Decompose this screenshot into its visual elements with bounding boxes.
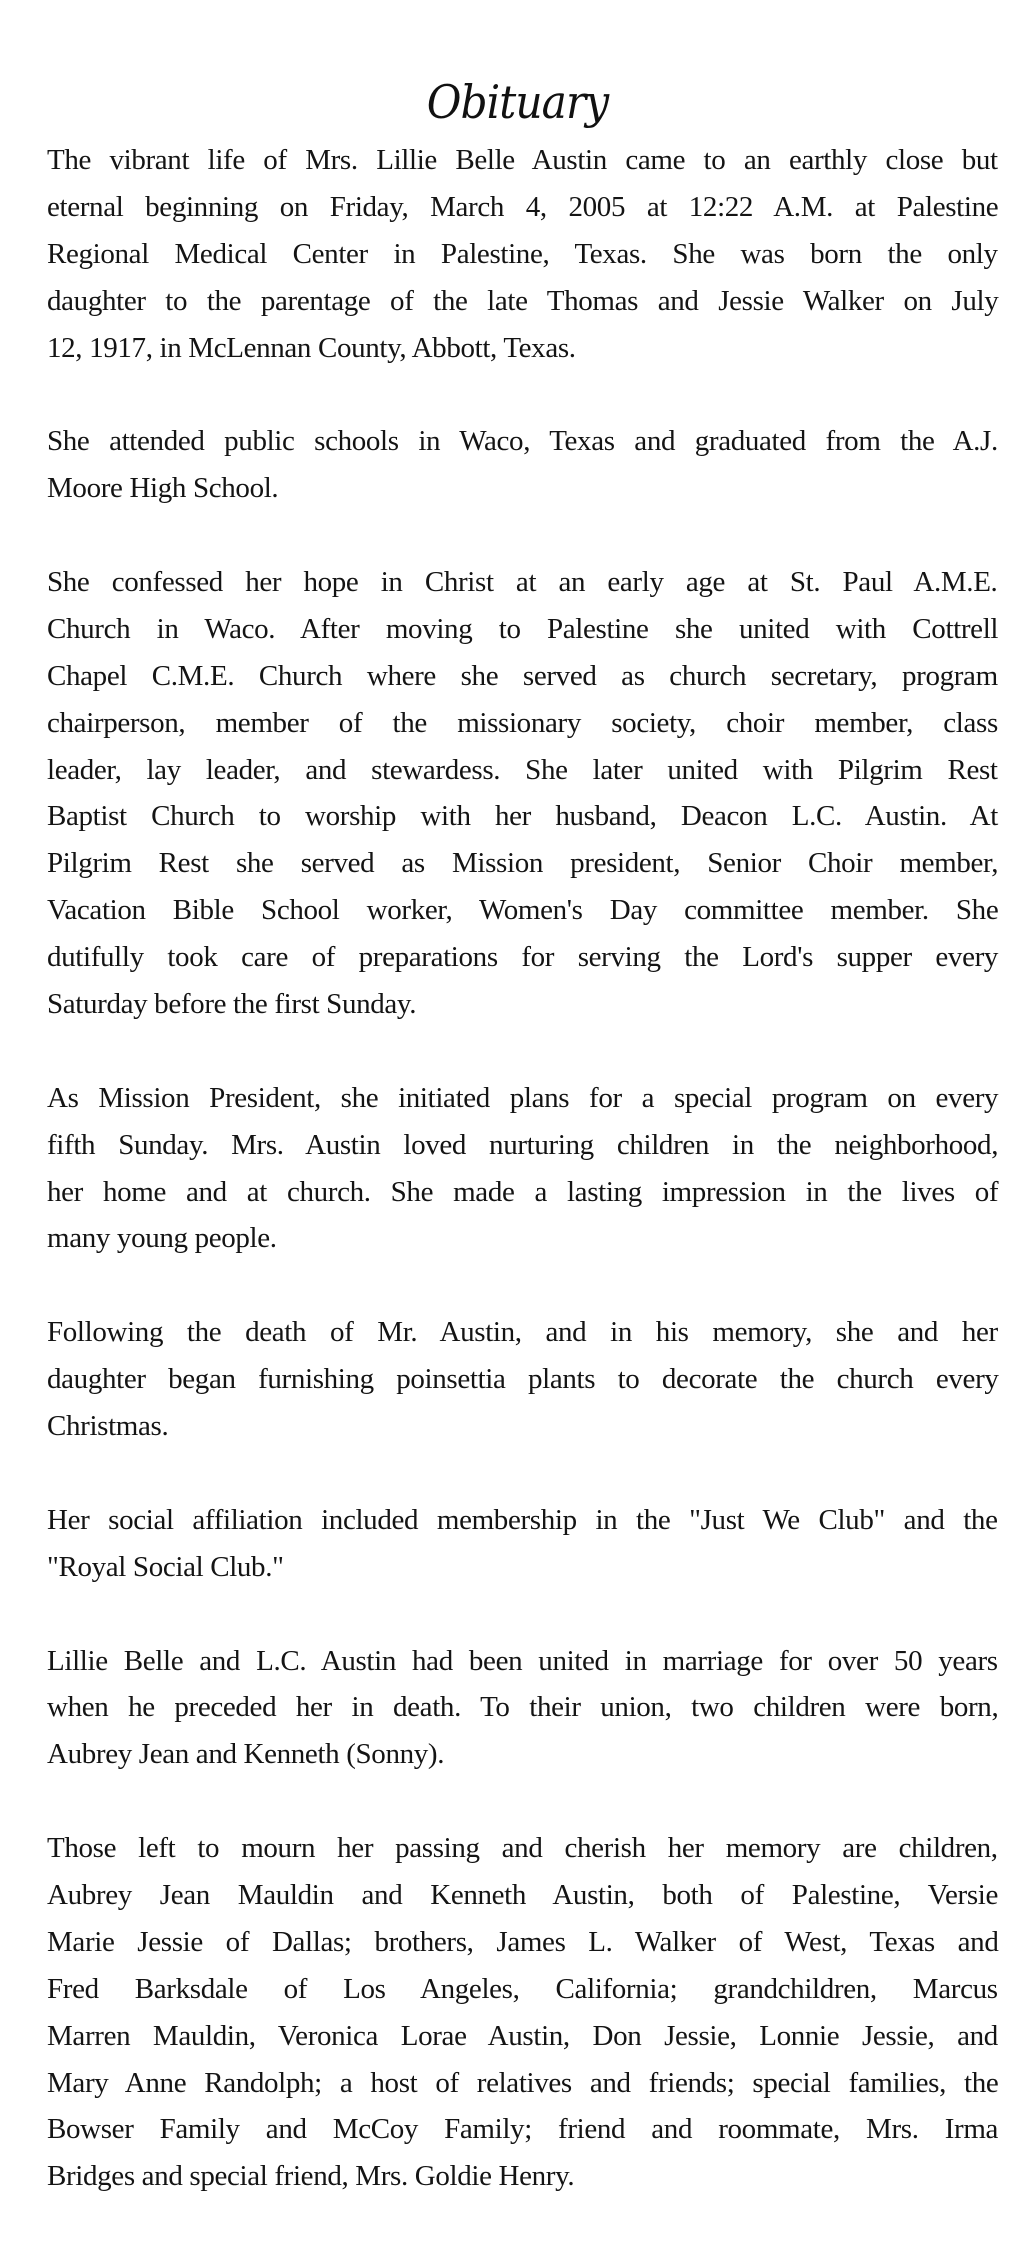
obituary-title: Obituary <box>426 75 609 129</box>
text-line: Those left to mourn her passing and cherish her memory are children, <box>47 1832 998 1865</box>
paragraph-church-service <box>47 559 998 1028</box>
text-line: Aubrey Jean Mauldin and Kenneth Austin, both of Palestine, Versie <box>47 1878 998 1911</box>
text-line: when he preceded her in death. To their union, two children were born, <box>47 1691 999 1724</box>
text-line: Marie Jessie of Dallas; brothers, James L. Walker of West, Texas and <box>47 1925 999 1958</box>
text-line: many young people. <box>47 1222 277 1255</box>
text-line: She attended public schools in Waco, Texas and graduated from the A.J. <box>47 425 998 458</box>
text-line: As Mission President, she initiated plans for a special program on every <box>47 1081 999 1114</box>
text-line: The vibrant life of Mrs. Lillie Belle Austin came to an earthly close but <box>47 144 998 176</box>
text-line: Marren Mauldin, Veronica Lorae Austin, Don Jessie, Lonnie Jessie, and <box>47 2019 998 2052</box>
paragraph-mission-president <box>47 1075 998 1263</box>
text-line: Vacation Bible School worker, Women's Day committee member. She <box>47 894 999 927</box>
text-line: Bowser Family and McCoy Family; friend and roommate, Mrs. Irma <box>47 2113 999 2146</box>
text-line: daughter began furnishing poinsettia plants to decorate the church every <box>47 1363 999 1396</box>
text-line: dutifully took care of preparations for serving the Lord's supper every <box>47 941 999 974</box>
text-line: Moore High School. <box>47 472 279 505</box>
text-line: Pilgrim Rest she served as Mission president, Senior Choir member, <box>47 847 999 880</box>
text-line: Her social affiliation included membership in the "Just We Club" and the <box>47 1503 998 1536</box>
paragraph-poinsettias <box>47 1309 998 1450</box>
text-line: leader, lay leader, and stewardess. She later united with Pilgrim Rest <box>47 753 998 786</box>
text-line: Saturday before the first Sunday. <box>47 988 417 1021</box>
paragraph-education <box>47 418 998 512</box>
text-line: daughter to the parentage of the late Thomas and Jessie Walker on July <box>47 284 999 317</box>
text-line: Regional Medical Center in Palestine, Texas. She was born the only <box>47 237 998 270</box>
text-line: Fred Barksdale of Los Angeles, California; grandchildren, Marcus <box>47 1972 998 2005</box>
text-line: Bridges and special friend, Mrs. Goldie Henry. <box>47 2160 575 2193</box>
paragraph-death-and-birth <box>47 137 998 371</box>
text-line: Baptist Church to worship with her husband, Deacon L.C. Austin. At <box>47 800 998 833</box>
text-line: Christmas. <box>47 1410 169 1443</box>
text-line: Chapel C.M.E. Church where she served as church secretary, program <box>47 659 998 692</box>
text-line: She confessed her hope in Christ at an early age at St. Paul A.M.E. <box>47 566 998 599</box>
paragraph-survivors <box>47 1825 998 2200</box>
text-line: "Royal Social Club." <box>47 1550 284 1583</box>
text-line: eternal beginning on Friday, March 4, 2005 at 12:22 A.M. at Palestine <box>47 190 999 223</box>
text-line: chairperson, member of the missionary society, choir member, class <box>47 706 998 739</box>
text-line: Church in Waco. After moving to Palestine she united with Cottrell <box>47 612 999 645</box>
text-line: Mary Anne Randolph; a host of relatives and friends; special families, the <box>47 2066 999 2099</box>
text-line: Aubrey Jean and Kenneth (Sonny). <box>47 1738 445 1771</box>
text-line: Lillie Belle and L.C. Austin had been united in marriage for over 50 years <box>47 1644 998 1677</box>
text-line: 12, 1917, in McLennan County, Abbott, Texas. <box>47 331 576 364</box>
text-line: fifth Sunday. Mrs. Austin loved nurturing children in the neighborhood, <box>47 1128 999 1161</box>
paragraph-social-affiliation <box>47 1497 998 1591</box>
text-line: Following the death of Mr. Austin, and in his memory, she and her <box>47 1316 998 1349</box>
obituary-body <box>47 137 998 2247</box>
paragraph-marriage <box>47 1638 998 1779</box>
text-line: her home and at church. She made a lasting impression in the lives of <box>47 1175 999 1208</box>
